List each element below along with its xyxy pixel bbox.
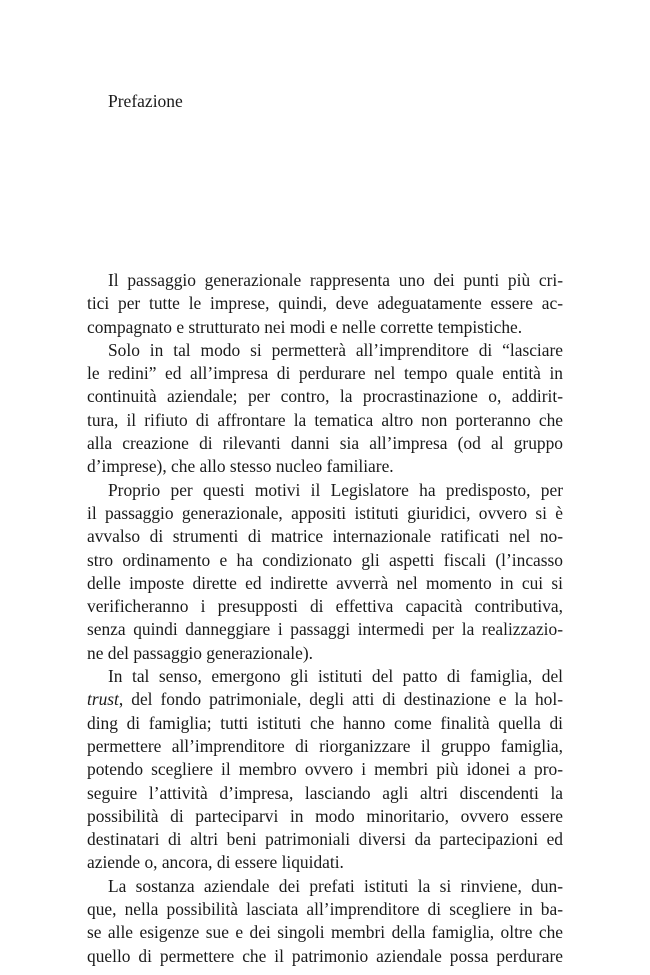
text-line: seguire l’attività d’impresa, lasciando agli altri discendenti la: [87, 782, 563, 803]
text-line: Solo in tal modo si permetterà all’imprenditore di “lasciare: [108, 339, 563, 360]
text-line: il passaggio generazionale, appositi istituti giuridici, ovvero si è: [87, 502, 563, 523]
text-line: destinatari di altri beni patrimoniali diversi da partecipazioni ed: [87, 829, 563, 850]
text-line: [87, 688, 563, 711]
text-line: compagnato e strutturato nei modi e nelle corrette tempistiche.: [87, 316, 523, 337]
text-line-rest: , del fondo patrimoniale, degli atti di destinazione e la hol-: [118, 689, 563, 710]
text-line: potendo scegliere il membro ovvero i membri più idonei a pro-: [87, 759, 563, 780]
text-line: avvalso di strumenti di matrice internazionale ratificati nel no-: [87, 526, 563, 547]
text-line: In tal senso, emergono gli istituti del patto di famiglia, del: [108, 666, 563, 687]
text-line: stro ordinamento e ha condizionato gli aspetti fiscali (l’incasso: [87, 549, 563, 570]
text-line: ding di famiglia; tutti istituti che hanno come finalità quella di: [87, 712, 563, 733]
text-line: verificheranno i presupposti di effettiva capacità contributiva,: [87, 596, 563, 617]
text-line: delle imposte dirette ed indirette avverrà nel momento in cui si: [87, 572, 563, 593]
text-line: se alle esigenze sue e dei singoli membri della famiglia, oltre che: [87, 922, 563, 943]
text-line: tura, il rifiuto di affrontare la tematica altro non porteranno che: [87, 409, 563, 430]
text-line: aziende o, ancora, di essere liquidati.: [87, 852, 344, 873]
text-line: d’imprese), che allo stesso nucleo familiare.: [87, 456, 394, 477]
text-line: tici per tutte le imprese, quindi, deve adeguatamente essere ac-: [87, 293, 563, 314]
text-line: continuità aziendale; per contro, la procrastinazione o, addirit-: [87, 386, 563, 407]
text-line: possibilità di parteciparvi in modo minoritario, ovvero essere: [87, 805, 563, 826]
text-line: permettere all’imprenditore di riorganizzare il gruppo famiglia,: [87, 735, 563, 756]
text-line: que, nella possibilità lasciata all’imprenditore di scegliere in ba-: [87, 899, 563, 920]
text-line: quello di permettere che il patrimonio aziendale possa perdurare: [87, 945, 563, 966]
text-line: Il passaggio generazionale rappresenta uno dei punti più cri-: [108, 270, 563, 290]
text-line: le redini” ed all’impresa di perdurare nel tempo quale entità in: [87, 363, 563, 384]
text-line: La sostanza aziendale dei prefati istituti la si rinviene, dun-: [108, 875, 563, 896]
italic-term: trust: [87, 689, 119, 710]
text-line: Proprio per questi motivi il Legislatore ha predisposto, per: [108, 479, 563, 500]
text-line: alla creazione di rilevanti danni sia all’impresa (od al gruppo: [87, 433, 563, 454]
text-line: senza quindi danneggiare i passaggi intermedi per la realizzazio-: [87, 619, 563, 640]
page-title: Prefazione: [108, 91, 183, 111]
body-text: [87, 269, 563, 968]
text-line: ne del passaggio generazionale).: [87, 642, 313, 663]
